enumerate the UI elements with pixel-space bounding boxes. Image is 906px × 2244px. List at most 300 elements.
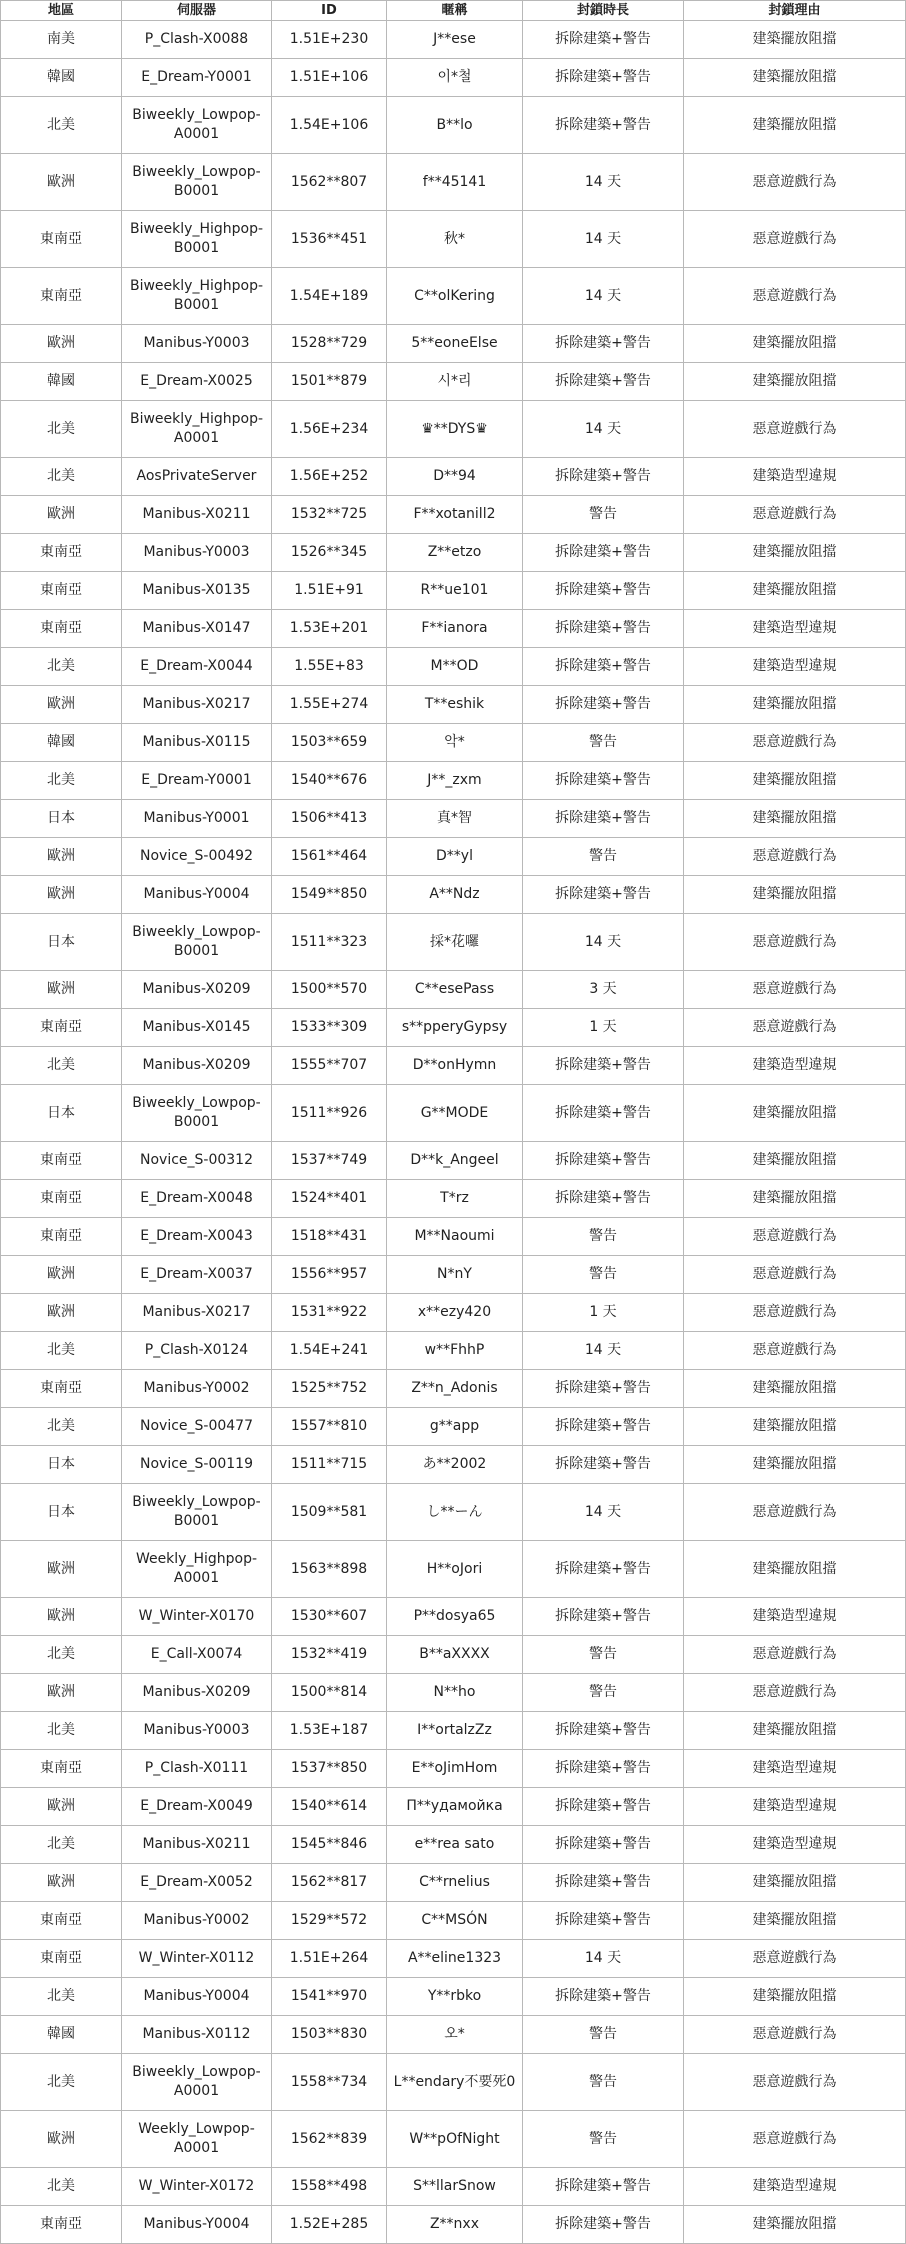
cell-region: 北美 (1, 1826, 122, 1864)
cell-nickname: D**k_Angeel (387, 1142, 523, 1180)
cell-id: 1511**926 (272, 1085, 387, 1142)
cell-ban-reason: 建築擺放阻擋 (684, 572, 906, 610)
cell-nickname: Z**n_Adonis (387, 1370, 523, 1408)
header-server: 伺服器 (122, 1, 272, 21)
cell-nickname: B**aXXXX (387, 1636, 523, 1674)
table-row (1, 1902, 906, 1940)
cell-id: 1.51E+230 (272, 21, 387, 59)
cell-ban-duration: 拆除建築+警告 (523, 1047, 684, 1085)
cell-id: 1.53E+187 (272, 1712, 387, 1750)
table-row (1, 97, 906, 154)
cell-ban-reason: 惡意遊戲行為 (684, 401, 906, 458)
cell-region: 歐洲 (1, 686, 122, 724)
cell-server: Weekly_Highpop- A0001 (122, 1541, 272, 1598)
cell-ban-duration: 警告 (523, 2111, 684, 2168)
cell-region: 歐洲 (1, 2111, 122, 2168)
cell-server: Biweekly_Lowpop- B0001 (122, 154, 272, 211)
cell-server: Novice_S-00312 (122, 1142, 272, 1180)
cell-ban-duration: 1 天 (523, 1294, 684, 1332)
cell-server: Manibus-Y0002 (122, 1902, 272, 1940)
cell-id: 1540**676 (272, 762, 387, 800)
cell-id: 1533**309 (272, 1009, 387, 1047)
cell-ban-duration: 拆除建築+警告 (523, 21, 684, 59)
cell-id: 1511**715 (272, 1446, 387, 1484)
cell-ban-reason: 惡意遊戲行為 (684, 838, 906, 876)
cell-ban-duration: 拆除建築+警告 (523, 1788, 684, 1826)
cell-ban-duration: 警告 (523, 1636, 684, 1674)
cell-id: 1.51E+264 (272, 1940, 387, 1978)
cell-ban-duration: 拆除建築+警告 (523, 458, 684, 496)
cell-ban-reason: 惡意遊戲行為 (684, 496, 906, 534)
table-row (1, 496, 906, 534)
cell-id: 1.54E+241 (272, 1332, 387, 1370)
cell-id: 1509**581 (272, 1484, 387, 1541)
cell-id: 1540**614 (272, 1788, 387, 1826)
table-row (1, 458, 906, 496)
cell-server: E_Dream-X0048 (122, 1180, 272, 1218)
table-row (1, 1788, 906, 1826)
cell-ban-reason: 惡意遊戲行為 (684, 1256, 906, 1294)
table-row (1, 1047, 906, 1085)
cell-region: 歐洲 (1, 1788, 122, 1826)
cell-ban-duration: 拆除建築+警告 (523, 1826, 684, 1864)
cell-server: P_Clash-X0088 (122, 21, 272, 59)
cell-id: 1526**345 (272, 534, 387, 572)
cell-region: 歐洲 (1, 1294, 122, 1332)
cell-ban-reason: 惡意遊戲行為 (684, 1674, 906, 1712)
cell-region: 南美 (1, 21, 122, 59)
cell-id: 1.55E+83 (272, 648, 387, 686)
cell-ban-reason: 建築擺放阻擋 (684, 2206, 906, 2244)
table-row (1, 1370, 906, 1408)
cell-nickname: し**ーん (387, 1484, 523, 1541)
cell-server: Manibus-Y0003 (122, 534, 272, 572)
cell-nickname: x**ezy420 (387, 1294, 523, 1332)
cell-server: Manibus-Y0003 (122, 325, 272, 363)
cell-nickname: D**onHymn (387, 1047, 523, 1085)
table-row (1, 1218, 906, 1256)
cell-ban-reason: 惡意遊戲行為 (684, 1218, 906, 1256)
cell-ban-reason: 惡意遊戲行為 (684, 1009, 906, 1047)
table-row (1, 2111, 906, 2168)
table-row (1, 1864, 906, 1902)
cell-server: Biweekly_Lowpop- A0001 (122, 2054, 272, 2111)
cell-ban-duration: 拆除建築+警告 (523, 648, 684, 686)
cell-ban-reason: 建築擺放阻擋 (684, 1370, 906, 1408)
cell-region: 東南亞 (1, 1009, 122, 1047)
cell-region: 北美 (1, 1332, 122, 1370)
cell-id: 1503**659 (272, 724, 387, 762)
cell-server: Manibus-Y0002 (122, 1370, 272, 1408)
cell-ban-reason: 建築擺放阻擋 (684, 1085, 906, 1142)
cell-server: E_Dream-X0044 (122, 648, 272, 686)
cell-server: E_Dream-Y0001 (122, 762, 272, 800)
cell-id: 1561**464 (272, 838, 387, 876)
cell-region: 韓國 (1, 724, 122, 762)
cell-ban-reason: 建築造型違規 (684, 1598, 906, 1636)
cell-region: 東南亞 (1, 572, 122, 610)
table-row (1, 1142, 906, 1180)
cell-ban-duration: 拆除建築+警告 (523, 97, 684, 154)
cell-ban-reason: 建築擺放阻擋 (684, 363, 906, 401)
cell-nickname: M**Naoumi (387, 1218, 523, 1256)
cell-id: 1537**850 (272, 1750, 387, 1788)
cell-nickname: F**ianora (387, 610, 523, 648)
cell-id: 1532**725 (272, 496, 387, 534)
cell-id: 1563**898 (272, 1541, 387, 1598)
cell-id: 1531**922 (272, 1294, 387, 1332)
table-row (1, 1484, 906, 1541)
table-row (1, 686, 906, 724)
table-row (1, 2054, 906, 2111)
cell-ban-reason: 惡意遊戲行為 (684, 211, 906, 268)
table-row (1, 59, 906, 97)
cell-ban-duration: 拆除建築+警告 (523, 1085, 684, 1142)
cell-ban-reason: 建築擺放阻擋 (684, 97, 906, 154)
cell-nickname: Z**etzo (387, 534, 523, 572)
cell-id: 1541**970 (272, 1978, 387, 2016)
cell-ban-duration: 拆除建築+警告 (523, 1408, 684, 1446)
cell-ban-reason: 建築擺放阻擋 (684, 534, 906, 572)
cell-region: 北美 (1, 1047, 122, 1085)
table-row (1, 1009, 906, 1047)
cell-server: Manibus-X0217 (122, 686, 272, 724)
cell-region: 歐洲 (1, 1598, 122, 1636)
cell-server: AosPrivateServer (122, 458, 272, 496)
cell-id: 1528**729 (272, 325, 387, 363)
cell-nickname: J**_zxm (387, 762, 523, 800)
cell-id: 1536**451 (272, 211, 387, 268)
table-row (1, 1978, 906, 2016)
cell-ban-duration: 拆除建築+警告 (523, 1712, 684, 1750)
table-row (1, 1636, 906, 1674)
cell-server: Biweekly_Lowpop- B0001 (122, 1484, 272, 1541)
cell-server: Manibus-X0147 (122, 610, 272, 648)
cell-server: Manibus-X0112 (122, 2016, 272, 2054)
cell-region: 北美 (1, 1712, 122, 1750)
cell-nickname: R**ue101 (387, 572, 523, 610)
cell-nickname: D**yl (387, 838, 523, 876)
cell-ban-reason: 惡意遊戲行為 (684, 1332, 906, 1370)
cell-ban-reason: 建築擺放阻擋 (684, 59, 906, 97)
table-row (1, 21, 906, 59)
cell-id: 1503**830 (272, 2016, 387, 2054)
cell-id: 1562**839 (272, 2111, 387, 2168)
table-row (1, 572, 906, 610)
cell-id: 1500**570 (272, 971, 387, 1009)
cell-region: 歐洲 (1, 1674, 122, 1712)
cell-ban-reason: 建築擺放阻擋 (684, 1978, 906, 2016)
cell-nickname: 악* (387, 724, 523, 762)
cell-ban-reason: 建築擺放阻擋 (684, 1180, 906, 1218)
cell-nickname: H**oJori (387, 1541, 523, 1598)
table-row (1, 325, 906, 363)
cell-ban-duration: 14 天 (523, 211, 684, 268)
cell-ban-duration: 拆除建築+警告 (523, 534, 684, 572)
cell-nickname: e**rea sato (387, 1826, 523, 1864)
cell-region: 北美 (1, 401, 122, 458)
cell-region: 東南亞 (1, 1370, 122, 1408)
cell-ban-reason: 惡意遊戲行為 (684, 1940, 906, 1978)
cell-ban-reason: 惡意遊戲行為 (684, 268, 906, 325)
cell-nickname: 시*리 (387, 363, 523, 401)
cell-ban-reason: 建築擺放阻擋 (684, 1902, 906, 1940)
cell-ban-duration: 1 天 (523, 1009, 684, 1047)
cell-nickname: C**olKering (387, 268, 523, 325)
cell-region: 北美 (1, 458, 122, 496)
cell-ban-duration: 14 天 (523, 914, 684, 971)
cell-ban-reason: 建築擺放阻擋 (684, 325, 906, 363)
cell-region: 日本 (1, 1484, 122, 1541)
cell-nickname: N**ho (387, 1674, 523, 1712)
cell-nickname: C**rnelius (387, 1864, 523, 1902)
cell-server: Manibus-X0209 (122, 1047, 272, 1085)
cell-region: 歐洲 (1, 1256, 122, 1294)
cell-ban-duration: 拆除建築+警告 (523, 1541, 684, 1598)
cell-nickname: 採*花囉 (387, 914, 523, 971)
cell-region: 東南亞 (1, 2206, 122, 2244)
cell-ban-reason: 建築擺放阻擋 (684, 1541, 906, 1598)
header-ban-reason: 封鎖理由 (684, 1, 906, 21)
header-ban-duration: 封鎖時長 (523, 1, 684, 21)
cell-ban-reason: 建築擺放阻擋 (684, 800, 906, 838)
cell-server: Manibus-X0209 (122, 1674, 272, 1712)
cell-region: 韓國 (1, 2016, 122, 2054)
cell-region: 北美 (1, 2054, 122, 2111)
cell-server: Novice_S-00119 (122, 1446, 272, 1484)
cell-nickname: J**ese (387, 21, 523, 59)
cell-server: Biweekly_Highpop- B0001 (122, 268, 272, 325)
cell-ban-duration: 警告 (523, 2016, 684, 2054)
cell-ban-reason: 建築擺放阻擋 (684, 21, 906, 59)
cell-server: Manibus-X0211 (122, 1826, 272, 1864)
cell-server: Novice_S-00477 (122, 1408, 272, 1446)
table-row (1, 971, 906, 1009)
cell-id: 1.51E+91 (272, 572, 387, 610)
cell-nickname: I**ortalzZz (387, 1712, 523, 1750)
cell-server: Manibus-X0115 (122, 724, 272, 762)
table-row (1, 800, 906, 838)
cell-ban-duration: 拆除建築+警告 (523, 2168, 684, 2206)
table-row (1, 2206, 906, 2244)
cell-ban-reason: 惡意遊戲行為 (684, 724, 906, 762)
cell-nickname: 오* (387, 2016, 523, 2054)
cell-region: 北美 (1, 1978, 122, 2016)
cell-region: 韓國 (1, 363, 122, 401)
cell-ban-reason: 建築造型違規 (684, 458, 906, 496)
cell-nickname: 秋* (387, 211, 523, 268)
cell-id: 1558**734 (272, 2054, 387, 2111)
cell-region: 東南亞 (1, 610, 122, 648)
cell-server: E_Dream-Y0001 (122, 59, 272, 97)
cell-ban-reason: 惡意遊戲行為 (684, 914, 906, 971)
cell-ban-reason: 建築造型違規 (684, 1826, 906, 1864)
cell-server: W_Winter-X0170 (122, 1598, 272, 1636)
cell-ban-reason: 建築擺放阻擋 (684, 762, 906, 800)
table-row (1, 1294, 906, 1332)
cell-ban-reason: 建築擺放阻擋 (684, 876, 906, 914)
cell-nickname: W**pOfNight (387, 2111, 523, 2168)
cell-server: W_Winter-X0172 (122, 2168, 272, 2206)
cell-region: 日本 (1, 1085, 122, 1142)
cell-id: 1511**323 (272, 914, 387, 971)
cell-ban-reason: 惡意遊戲行為 (684, 2111, 906, 2168)
cell-region: 歐洲 (1, 325, 122, 363)
cell-nickname: 真*智 (387, 800, 523, 838)
table-row (1, 724, 906, 762)
cell-ban-duration: 拆除建築+警告 (523, 686, 684, 724)
cell-nickname: Y**rbko (387, 1978, 523, 2016)
cell-ban-reason: 建築擺放阻擋 (684, 1408, 906, 1446)
cell-id: 1506**413 (272, 800, 387, 838)
cell-ban-duration: 警告 (523, 2054, 684, 2111)
cell-ban-duration: 14 天 (523, 1940, 684, 1978)
table-row (1, 1446, 906, 1484)
table-header-row (1, 1, 906, 21)
cell-ban-duration: 警告 (523, 496, 684, 534)
table-row (1, 914, 906, 971)
table-row (1, 1674, 906, 1712)
cell-server: Biweekly_Lowpop- B0001 (122, 914, 272, 971)
cell-region: 東南亞 (1, 268, 122, 325)
cell-id: 1537**749 (272, 1142, 387, 1180)
cell-ban-duration: 警告 (523, 724, 684, 762)
cell-ban-reason: 惡意遊戲行為 (684, 2016, 906, 2054)
table-row (1, 2016, 906, 2054)
cell-id: 1.56E+252 (272, 458, 387, 496)
cell-region: 北美 (1, 648, 122, 686)
cell-ban-duration: 拆除建築+警告 (523, 59, 684, 97)
cell-id: 1532**419 (272, 1636, 387, 1674)
cell-nickname: f**45141 (387, 154, 523, 211)
table-row (1, 1408, 906, 1446)
cell-server: W_Winter-X0112 (122, 1940, 272, 1978)
cell-nickname: T*rz (387, 1180, 523, 1218)
table-row (1, 762, 906, 800)
cell-region: 東南亞 (1, 1940, 122, 1978)
cell-server: P_Clash-X0111 (122, 1750, 272, 1788)
cell-ban-duration: 警告 (523, 1256, 684, 1294)
cell-ban-reason: 建築造型違規 (684, 1750, 906, 1788)
cell-id: 1556**957 (272, 1256, 387, 1294)
table-row (1, 268, 906, 325)
cell-ban-reason: 建築擺放阻擋 (684, 1864, 906, 1902)
cell-region: 東南亞 (1, 1218, 122, 1256)
cell-server: Manibus-X0145 (122, 1009, 272, 1047)
cell-id: 1558**498 (272, 2168, 387, 2206)
cell-ban-duration: 拆除建築+警告 (523, 1142, 684, 1180)
cell-ban-duration: 拆除建築+警告 (523, 1902, 684, 1940)
cell-id: 1.52E+285 (272, 2206, 387, 2244)
table-row (1, 211, 906, 268)
cell-ban-reason: 建築擺放阻擋 (684, 1446, 906, 1484)
header-nickname: 暱稱 (387, 1, 523, 21)
cell-ban-reason: 建築擺放阻擋 (684, 1712, 906, 1750)
cell-region: 日本 (1, 800, 122, 838)
cell-id: 1.54E+106 (272, 97, 387, 154)
cell-id: 1.54E+189 (272, 268, 387, 325)
table-row (1, 1750, 906, 1788)
cell-nickname: G**MODE (387, 1085, 523, 1142)
cell-region: 歐洲 (1, 496, 122, 534)
cell-id: 1549**850 (272, 876, 387, 914)
cell-nickname: C**MSÓN (387, 1902, 523, 1940)
cell-region: 日本 (1, 1446, 122, 1484)
cell-server: Biweekly_Lowpop- A0001 (122, 97, 272, 154)
cell-id: 1530**607 (272, 1598, 387, 1636)
cell-ban-reason: 建築造型違規 (684, 1788, 906, 1826)
cell-region: 歐洲 (1, 154, 122, 211)
cell-server: E_Call-X0074 (122, 1636, 272, 1674)
cell-ban-reason: 惡意遊戲行為 (684, 2054, 906, 2111)
cell-nickname: ♛**DYS♛ (387, 401, 523, 458)
cell-ban-duration: 拆除建築+警告 (523, 800, 684, 838)
table-row (1, 534, 906, 572)
cell-nickname: A**Ndz (387, 876, 523, 914)
cell-nickname: 5**eoneElse (387, 325, 523, 363)
cell-region: 歐洲 (1, 876, 122, 914)
cell-server: Weekly_Lowpop- A0001 (122, 2111, 272, 2168)
cell-ban-reason: 惡意遊戲行為 (684, 1294, 906, 1332)
cell-server: E_Dream-X0052 (122, 1864, 272, 1902)
cell-nickname: F**xotanill2 (387, 496, 523, 534)
cell-ban-reason: 建築造型違規 (684, 2168, 906, 2206)
cell-region: 北美 (1, 1636, 122, 1674)
cell-id: 1500**814 (272, 1674, 387, 1712)
cell-ban-reason: 惡意遊戲行為 (684, 1484, 906, 1541)
table-row (1, 838, 906, 876)
cell-nickname: g**app (387, 1408, 523, 1446)
cell-server: Biweekly_Highpop- A0001 (122, 401, 272, 458)
cell-ban-duration: 警告 (523, 1218, 684, 1256)
cell-ban-duration: 拆除建築+警告 (523, 1864, 684, 1902)
cell-id: 1501**879 (272, 363, 387, 401)
cell-nickname: L**endary不要死0 (387, 2054, 523, 2111)
cell-ban-reason: 建築造型違規 (684, 610, 906, 648)
cell-server: E_Dream-X0037 (122, 1256, 272, 1294)
cell-server: Manibus-Y0004 (122, 2206, 272, 2244)
cell-region: 東南亞 (1, 534, 122, 572)
table-body (1, 21, 906, 2244)
cell-server: E_Dream-X0043 (122, 1218, 272, 1256)
table-row (1, 1180, 906, 1218)
cell-region: 北美 (1, 97, 122, 154)
cell-region: 東南亞 (1, 1750, 122, 1788)
cell-server: Manibus-X0217 (122, 1294, 272, 1332)
cell-ban-reason: 惡意遊戲行為 (684, 154, 906, 211)
cell-ban-duration: 拆除建築+警告 (523, 572, 684, 610)
cell-nickname: T**eshik (387, 686, 523, 724)
cell-id: 1545**846 (272, 1826, 387, 1864)
cell-region: 歐洲 (1, 1864, 122, 1902)
cell-ban-duration: 拆除建築+警告 (523, 1446, 684, 1484)
cell-id: 1562**807 (272, 154, 387, 211)
cell-server: Manibus-X0209 (122, 971, 272, 1009)
cell-server: Novice_S-00492 (122, 838, 272, 876)
cell-nickname: あ**2002 (387, 1446, 523, 1484)
table-row (1, 1598, 906, 1636)
cell-region: 歐洲 (1, 1541, 122, 1598)
cell-ban-duration: 14 天 (523, 401, 684, 458)
table-row (1, 1712, 906, 1750)
cell-id: 1557**810 (272, 1408, 387, 1446)
cell-ban-duration: 拆除建築+警告 (523, 610, 684, 648)
cell-nickname: D**94 (387, 458, 523, 496)
cell-region: 東南亞 (1, 1142, 122, 1180)
cell-ban-duration: 拆除建築+警告 (523, 363, 684, 401)
cell-id: 1529**572 (272, 1902, 387, 1940)
cell-nickname: M**OD (387, 648, 523, 686)
